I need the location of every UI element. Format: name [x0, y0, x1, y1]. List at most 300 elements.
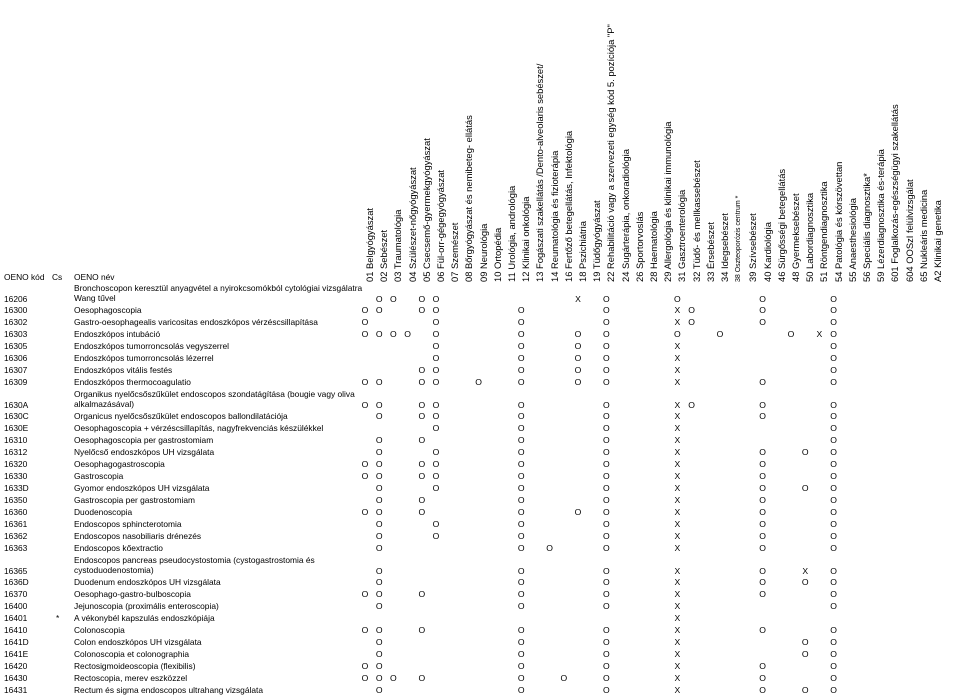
- specialty-header: 46 Sürgősségi betegellátás: [775, 168, 787, 282]
- specialty-header: 604 OOSzI felülvizsgálat: [903, 179, 915, 282]
- primary-mark: X: [674, 637, 681, 647]
- allowed-mark: O: [801, 685, 809, 695]
- row-code: 16362: [4, 531, 28, 541]
- specialty-header: 03 Traumatológia: [392, 209, 404, 282]
- allowed-mark: O: [432, 317, 440, 327]
- specialty-header: 01 Belgyógyászat: [364, 207, 375, 282]
- row-code: 1641E: [4, 649, 29, 659]
- allowed-mark: O: [517, 519, 525, 529]
- allowed-mark: O: [375, 329, 383, 339]
- allowed-mark: O: [517, 625, 525, 635]
- allowed-mark: O: [361, 507, 369, 517]
- allowed-mark: O: [716, 329, 724, 339]
- allowed-mark: O: [574, 377, 582, 387]
- primary-mark: X: [674, 435, 681, 445]
- allowed-mark: O: [830, 365, 837, 375]
- row-code: 1630A: [4, 400, 29, 410]
- allowed-mark: O: [830, 625, 837, 635]
- allowed-mark: O: [517, 589, 525, 599]
- allowed-mark: O: [603, 601, 610, 611]
- allowed-mark: O: [361, 661, 369, 671]
- specialty-header: 22 Rehabilitáció vagy a szervezeti egység kód 5. pozíciója "P": [605, 24, 617, 282]
- allowed-mark: O: [517, 353, 525, 363]
- row-name: Gastroscopia per gastrostomiam: [74, 495, 196, 505]
- allowed-mark: O: [574, 353, 582, 363]
- allowed-mark: O: [759, 400, 766, 410]
- allowed-mark: O: [432, 483, 440, 493]
- row-name: Jejunoscopia (proximális enteroscopia): [74, 601, 219, 611]
- allowed-mark: O: [603, 447, 610, 457]
- allowed-mark: O: [603, 423, 610, 433]
- allowed-mark: O: [361, 673, 369, 683]
- row-code: 1630E: [4, 423, 29, 433]
- specialty-header: 50 Labordiagnosztika: [804, 192, 816, 282]
- specialty-header: 11 Urológia, andrológia: [506, 185, 517, 282]
- allowed-mark: O: [375, 483, 383, 493]
- allowed-mark: O: [830, 649, 837, 659]
- primary-mark: X: [674, 471, 681, 481]
- allowed-mark: O: [603, 471, 610, 481]
- row-name: Oesophagoscopia per gastrostomiam: [74, 435, 214, 445]
- allowed-mark: O: [375, 685, 383, 695]
- allowed-mark: O: [830, 637, 837, 647]
- primary-mark: X: [575, 294, 581, 304]
- allowed-mark: O: [830, 661, 837, 671]
- allowed-mark: O: [517, 377, 525, 387]
- primary-mark: X: [674, 543, 681, 553]
- allowed-mark: O: [830, 294, 837, 304]
- allowed-mark: O: [418, 673, 426, 683]
- row-name: Colonoscopia et colonographia: [74, 649, 190, 659]
- allowed-mark: O: [801, 637, 809, 647]
- allowed-mark: O: [603, 435, 610, 445]
- row-code: 16330: [4, 471, 28, 481]
- allowed-mark: O: [517, 365, 525, 375]
- allowed-mark: O: [375, 495, 383, 505]
- header-cs: Cs: [52, 272, 63, 282]
- specialty-header: 39 Szívsebészet: [747, 213, 759, 282]
- allowed-mark: O: [830, 495, 837, 505]
- allowed-mark: O: [801, 577, 809, 587]
- allowed-mark: O: [603, 519, 610, 529]
- allowed-mark: O: [688, 317, 695, 327]
- allowed-mark: O: [418, 625, 426, 635]
- row-code: 16400: [4, 601, 28, 611]
- allowed-mark: O: [574, 329, 582, 339]
- row-code: 16306: [4, 353, 28, 363]
- allowed-mark: O: [517, 459, 525, 469]
- specialty-header: 28 Haematológia: [648, 211, 659, 282]
- primary-mark: X: [674, 400, 681, 410]
- allowed-mark: O: [830, 329, 837, 339]
- allowed-mark: O: [375, 400, 383, 410]
- allowed-mark: O: [759, 661, 766, 671]
- row-name: Endoszkópos tumorroncsolás lézerrel: [74, 353, 214, 363]
- allowed-mark: O: [830, 685, 837, 695]
- row-code: 16312: [4, 447, 28, 457]
- specialty-header: 06 Fül-orr-gégegyógyászat: [435, 169, 446, 282]
- allowed-mark: O: [418, 507, 426, 517]
- primary-mark: X: [674, 423, 681, 433]
- specialty-header: 05 Csecsemő-gyermekgyógyászat: [420, 138, 432, 282]
- specialty-header: 34 Idegsebészet: [719, 213, 730, 282]
- allowed-mark: O: [759, 577, 766, 587]
- allowed-mark: O: [517, 685, 525, 695]
- allowed-mark: O: [418, 435, 426, 445]
- allowed-mark: O: [603, 673, 610, 683]
- allowed-mark: O: [418, 294, 426, 304]
- specialty-header: 48 Gyermeksebészet: [790, 193, 801, 282]
- allowed-mark: O: [418, 365, 426, 375]
- primary-mark: X: [674, 483, 681, 493]
- allowed-mark: O: [759, 543, 766, 553]
- allowed-mark: O: [759, 411, 766, 421]
- specialty-header: 12 Klinikai onkológia: [520, 196, 532, 282]
- allowed-mark: O: [517, 423, 525, 433]
- specialty-header: 55 Anaesthesiológia: [846, 198, 858, 282]
- row-name: Rectoscopia, merev eszközzel: [74, 673, 188, 683]
- allowed-mark: O: [603, 495, 610, 505]
- specialty-header: 65 Nukleáris medicina: [917, 189, 929, 282]
- primary-mark: X: [816, 329, 823, 339]
- allowed-mark: O: [830, 673, 837, 683]
- specialty-header: 26 Sportorvoslás: [633, 211, 645, 282]
- allowed-mark: O: [418, 411, 426, 421]
- row-code: 1636D: [4, 577, 29, 587]
- allowed-mark: O: [375, 294, 383, 304]
- allowed-mark: O: [390, 673, 397, 683]
- allowed-mark: O: [375, 649, 383, 659]
- allowed-mark: O: [830, 447, 837, 457]
- primary-mark: X: [674, 377, 681, 387]
- allowed-mark: O: [418, 400, 426, 410]
- allowed-mark: O: [418, 459, 426, 469]
- allowed-mark: O: [830, 577, 837, 587]
- allowed-mark: O: [432, 447, 440, 457]
- allowed-mark: O: [375, 531, 383, 541]
- allowed-mark: O: [574, 365, 582, 375]
- row-code: 1641D: [4, 637, 29, 647]
- allowed-mark: O: [361, 329, 369, 339]
- allowed-mark: O: [603, 589, 610, 599]
- allowed-mark: O: [830, 543, 837, 553]
- allowed-mark: O: [759, 447, 766, 457]
- allowed-mark: O: [432, 377, 440, 387]
- row-name: Colon endoszkópos UH vizsgálata: [74, 637, 202, 647]
- allowed-mark: O: [603, 353, 610, 363]
- specialty-header: 09 Neurológia: [477, 223, 489, 282]
- allowed-mark: O: [517, 661, 525, 671]
- allowed-mark: O: [830, 377, 837, 387]
- row-name: Duodenum endoszkópos UH vizsgálata: [74, 577, 221, 587]
- allowed-mark: O: [830, 305, 837, 315]
- row-code: 16361: [4, 519, 28, 529]
- row-code: 16430: [4, 673, 28, 683]
- allowed-mark: O: [759, 531, 766, 541]
- allowed-mark: O: [517, 447, 525, 457]
- row-name: Rectosigmoideoscopia (flexibilis): [74, 661, 196, 671]
- allowed-mark: O: [801, 483, 809, 493]
- allowed-mark: O: [375, 471, 383, 481]
- allowed-mark: O: [517, 495, 525, 505]
- allowed-mark: O: [759, 507, 766, 517]
- primary-mark: X: [674, 661, 681, 671]
- row-name: Organikus nyelőcsőszűkület endoscopos szondatágítása (bougie vagy oliva alkalmazásával): [74, 389, 355, 409]
- row-name: Endoscopos pancreas pseudocystostomia (cystogastrostomia és cystoduodenostomia): [74, 555, 315, 575]
- allowed-mark: O: [759, 294, 766, 304]
- specialty-header: 18 Pszichiátria: [577, 221, 588, 282]
- allowed-mark: O: [432, 519, 440, 529]
- row-code: 16370: [4, 589, 28, 599]
- primary-mark: X: [674, 685, 681, 695]
- allowed-mark: O: [759, 589, 766, 599]
- row-code: 16320: [4, 459, 28, 469]
- allowed-mark: O: [361, 305, 369, 315]
- row-name: Gastroscopia: [74, 471, 124, 481]
- row-name: Endoszkópos intubáció: [74, 329, 161, 339]
- allowed-mark: O: [801, 447, 809, 457]
- allowed-mark: O: [375, 566, 383, 576]
- allowed-mark: O: [603, 685, 610, 695]
- allowed-mark: O: [375, 459, 383, 469]
- row-code: 16363: [4, 543, 28, 553]
- allowed-mark: O: [418, 589, 426, 599]
- row-code: 16206: [4, 294, 28, 304]
- allowed-mark: O: [432, 471, 440, 481]
- allowed-mark: O: [603, 317, 610, 327]
- specialty-header: 40 Kardiológia: [761, 222, 773, 282]
- allowed-mark: O: [432, 329, 440, 339]
- allowed-mark: O: [475, 377, 482, 387]
- allowed-mark: O: [432, 305, 440, 315]
- row-cs: *: [56, 613, 60, 623]
- allowed-mark: O: [517, 341, 525, 351]
- allowed-mark: O: [375, 625, 383, 635]
- allowed-mark: O: [517, 673, 525, 683]
- allowed-mark: O: [830, 483, 837, 493]
- allowed-mark: O: [517, 601, 525, 611]
- specialty-header: 16 Fertőző betegellátás, Infektológia: [562, 130, 574, 282]
- specialty-header: 59 Lézerdiagnosztika és-terápia: [875, 149, 887, 282]
- primary-mark: X: [802, 566, 809, 576]
- allowed-mark: O: [390, 294, 397, 304]
- row-name: Oesophagogastroscopia: [74, 459, 165, 469]
- primary-mark: X: [674, 625, 681, 635]
- allowed-mark: O: [517, 411, 525, 421]
- row-name: A vékonybél kapszulás endoszkópiája: [74, 613, 215, 623]
- row-code: 16420: [4, 661, 28, 671]
- allowed-mark: O: [517, 637, 525, 647]
- allowed-mark: O: [603, 411, 610, 421]
- allowed-mark: O: [603, 531, 610, 541]
- primary-mark: X: [674, 341, 681, 351]
- row-code: 16310: [4, 435, 28, 445]
- allowed-mark: O: [375, 673, 383, 683]
- allowed-mark: O: [759, 519, 766, 529]
- allowed-mark: O: [432, 400, 440, 410]
- allowed-mark: O: [603, 459, 610, 469]
- specialty-header: 10 Ortopédia: [491, 227, 503, 282]
- allowed-mark: O: [759, 483, 766, 493]
- primary-mark: X: [674, 531, 681, 541]
- allowed-mark: O: [546, 543, 553, 553]
- allowed-mark: O: [375, 637, 383, 647]
- allowed-mark: O: [674, 329, 681, 339]
- allowed-mark: O: [830, 471, 837, 481]
- allowed-mark: O: [375, 435, 383, 445]
- allowed-mark: O: [432, 294, 440, 304]
- row-name: Oesophagoscopia: [74, 305, 142, 315]
- allowed-mark: O: [759, 625, 766, 635]
- row-name: Duodenoscopia: [74, 507, 133, 517]
- allowed-mark: O: [375, 601, 383, 611]
- allowed-mark: O: [830, 341, 837, 351]
- row-code: 16360: [4, 507, 28, 517]
- allowed-mark: O: [517, 531, 525, 541]
- primary-mark: X: [674, 519, 681, 529]
- primary-mark: X: [674, 649, 681, 659]
- allowed-mark: O: [517, 577, 525, 587]
- row-name: Endoszkópos tumorroncsolás vegyszerrel: [74, 341, 230, 351]
- allowed-mark: O: [830, 601, 837, 611]
- allowed-mark: O: [759, 459, 766, 469]
- allowed-mark: O: [674, 294, 681, 304]
- allowed-mark: O: [830, 400, 837, 410]
- allowed-mark: O: [432, 459, 440, 469]
- allowed-mark: O: [603, 329, 610, 339]
- allowed-mark: O: [603, 566, 610, 576]
- specialty-header: A2 Klinikai genetika: [932, 200, 943, 282]
- primary-mark: X: [674, 459, 681, 469]
- specialty-header: 04 Szülészet-nőgyógyászat: [406, 167, 418, 282]
- allowed-mark: O: [418, 495, 426, 505]
- allowed-mark: O: [432, 365, 440, 375]
- allowed-mark: O: [603, 543, 610, 553]
- row-code: 16302: [4, 317, 28, 327]
- allowed-mark: O: [361, 625, 369, 635]
- allowed-mark: O: [759, 673, 766, 683]
- row-code: 1630C: [4, 411, 29, 421]
- allowed-mark: O: [432, 353, 440, 363]
- row-code: 16307: [4, 365, 28, 375]
- allowed-mark: O: [603, 365, 610, 375]
- allowed-mark: O: [361, 589, 369, 599]
- row-code: 16300: [4, 305, 28, 315]
- row-code: 16305: [4, 341, 28, 351]
- allowed-mark: O: [375, 377, 383, 387]
- primary-mark: X: [674, 353, 681, 363]
- row-name: Endoscopos kőextractio: [74, 543, 163, 553]
- allowed-mark: O: [361, 377, 369, 387]
- allowed-mark: O: [830, 317, 837, 327]
- allowed-mark: O: [375, 507, 383, 517]
- allowed-mark: O: [517, 649, 525, 659]
- allowed-mark: O: [688, 305, 695, 315]
- row-code: 16350: [4, 495, 28, 505]
- allowed-mark: O: [830, 435, 837, 445]
- allowed-mark: O: [603, 483, 610, 493]
- allowed-mark: O: [375, 543, 383, 553]
- allowed-mark: O: [361, 400, 369, 410]
- allowed-mark: O: [688, 400, 695, 410]
- allowed-mark: O: [517, 305, 525, 315]
- allowed-mark: O: [375, 661, 383, 671]
- row-code: 16410: [4, 625, 28, 635]
- row-code: 16431: [4, 685, 28, 695]
- allowed-mark: O: [517, 566, 525, 576]
- allowed-mark: O: [517, 507, 525, 517]
- allowed-mark: O: [759, 685, 766, 695]
- allowed-mark: O: [375, 411, 383, 421]
- allowed-mark: O: [517, 435, 525, 445]
- row-name: Endoszkópos vitális festés: [74, 365, 173, 375]
- allowed-mark: O: [830, 589, 837, 599]
- primary-mark: X: [674, 601, 681, 611]
- allowed-mark: O: [517, 317, 525, 327]
- allowed-mark: O: [759, 495, 766, 505]
- allowed-mark: O: [361, 471, 369, 481]
- allowed-mark: O: [830, 566, 837, 576]
- allowed-mark: O: [432, 531, 440, 541]
- allowed-mark: O: [418, 471, 426, 481]
- allowed-mark: O: [603, 294, 610, 304]
- primary-mark: X: [674, 566, 681, 576]
- primary-mark: X: [674, 577, 681, 587]
- allowed-mark: O: [603, 341, 610, 351]
- row-name: Oesophagoscopia + vérzéscsillapítás, nagyfrekvenciás készülékkel: [74, 423, 324, 433]
- allowed-mark: O: [801, 649, 809, 659]
- allowed-mark: O: [574, 341, 582, 351]
- specialty-header: 13 Fogászati szakellátás /Dento-alveolaris sebészet/: [534, 63, 546, 282]
- row-name: Bronchoscopon keresztül anyagvétel a nyirokcsomókból cytológiai vizsgálatra Wang tűvel: [74, 283, 363, 303]
- primary-mark: X: [674, 507, 681, 517]
- primary-mark: X: [674, 317, 681, 327]
- allowed-mark: O: [830, 531, 837, 541]
- row-name: Endoszkópos thermocoagulatio: [74, 377, 191, 387]
- primary-mark: X: [674, 673, 681, 683]
- specialty-header: 07 Szemészet: [449, 222, 461, 282]
- allowed-mark: O: [361, 459, 369, 469]
- specialty-header: 38 Oszteoporózis centrum *: [735, 195, 743, 282]
- specialty-header: 32 Tüdő- és mellkassebészet: [690, 160, 702, 282]
- specialty-header: 24 Sugárterápia, onkoradiológia: [619, 149, 631, 282]
- header-oeno-name: OENO név: [74, 272, 115, 282]
- allowed-mark: O: [361, 317, 369, 327]
- allowed-mark: O: [375, 447, 383, 457]
- allowed-mark: O: [830, 411, 837, 421]
- primary-mark: X: [674, 365, 681, 375]
- primary-mark: X: [674, 495, 681, 505]
- allowed-mark: O: [759, 317, 766, 327]
- allowed-mark: O: [404, 329, 411, 339]
- row-name: Rectum és sigma endoscopos ultrahang vizsgálata: [74, 685, 264, 695]
- allowed-mark: O: [517, 400, 525, 410]
- allowed-mark: O: [759, 377, 766, 387]
- row-name: Gastro-oesophagealis varicositas endoszkópos vérzéscsillapítása: [74, 317, 318, 327]
- allowed-mark: O: [830, 423, 837, 433]
- allowed-mark: O: [759, 471, 766, 481]
- specialty-header: 56 Speciális diagnosztika*: [861, 173, 872, 282]
- row-code: 16401: [4, 613, 28, 623]
- primary-mark: X: [674, 589, 681, 599]
- allowed-mark: O: [432, 423, 440, 433]
- allowed-mark: O: [375, 589, 383, 599]
- specialty-header: 33 Érsebészet: [704, 222, 716, 282]
- allowed-mark: O: [603, 577, 610, 587]
- allowed-mark: O: [560, 673, 568, 683]
- allowed-mark: O: [418, 377, 426, 387]
- allowed-mark: O: [375, 519, 383, 529]
